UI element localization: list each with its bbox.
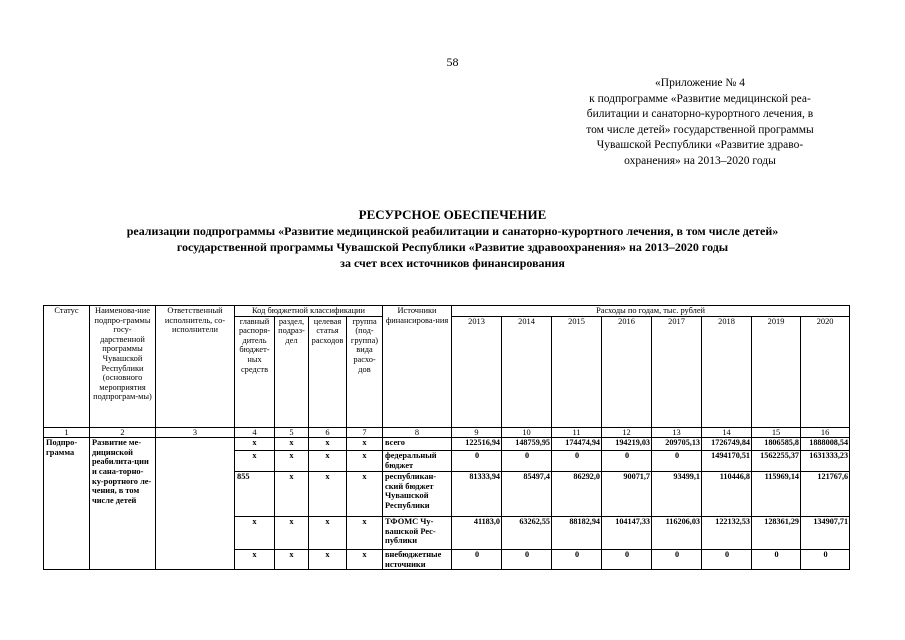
value-cell: 81333,94	[452, 472, 502, 517]
code-cell: х	[235, 517, 275, 550]
resource-table	[43, 305, 850, 570]
value-cell: 128361,29	[752, 517, 801, 550]
value-cell: 1806585,8	[752, 438, 801, 451]
source-cell: всего	[383, 438, 452, 451]
source-cell: федеральный бюджет	[383, 451, 452, 472]
header-row	[44, 306, 850, 317]
value-cell: 0	[702, 550, 752, 570]
value-cell: 0	[552, 550, 602, 570]
code-cell: 855	[235, 472, 275, 517]
value-cell: 134907,71	[801, 517, 850, 550]
value-cell: 1888008,54	[801, 438, 850, 451]
value-cell: 110446,8	[702, 472, 752, 517]
value-cell: 63262,55	[502, 517, 552, 550]
column-number: 5	[275, 427, 309, 438]
column-number: 13	[652, 427, 702, 438]
value-cell: 174474,94	[552, 438, 602, 451]
column-number: 8	[383, 427, 452, 438]
header-expenses-group: Расходы по годам, тыс. рублей	[452, 306, 850, 317]
code-cell: х	[347, 550, 383, 570]
header-year: 2018	[702, 316, 752, 427]
appendix-line: охранения» на 2013–2020 годы	[624, 154, 776, 167]
value-cell: 194219,03	[602, 438, 652, 451]
title-line: реализации подпрограммы «Развитие медицинской реабилитации и санаторно-курортного лечения, в том числе детей»	[126, 224, 779, 238]
column-number: 12	[602, 427, 652, 438]
column-number: 1	[44, 427, 90, 438]
value-cell: 1494170,51	[702, 451, 752, 472]
column-number: 2	[90, 427, 156, 438]
value-cell: 0	[752, 550, 801, 570]
header-status: Статус	[44, 306, 90, 428]
code-cell: х	[309, 550, 347, 570]
value-cell: 122516,94	[452, 438, 502, 451]
appendix-line: Чувашской Республики «Развитие здраво-	[596, 139, 804, 151]
code-cell: х	[309, 438, 347, 451]
value-cell: 0	[452, 451, 502, 472]
value-cell: 0	[552, 451, 602, 472]
header-year: 2019	[752, 316, 801, 427]
column-number: 11	[552, 427, 602, 438]
status-cell: Подпро-грамма	[44, 438, 90, 570]
executor-cell	[156, 438, 235, 570]
value-cell: 41183,0	[452, 517, 502, 550]
value-cell: 0	[652, 550, 702, 570]
header-executor: Ответственный исполнитель, со-исполнители	[156, 306, 235, 428]
document-title	[0, 207, 905, 271]
header-year: 2016	[602, 316, 652, 427]
column-number: 15	[752, 427, 801, 438]
column-number: 6	[309, 427, 347, 438]
code-cell: х	[347, 438, 383, 451]
header-year: 2014	[502, 316, 552, 427]
subprogram-name-cell: Развитие ме-дицинской реабилита-ции и сана-торно-ку-рортного ле-чения, в том числе детей	[90, 438, 156, 570]
value-cell: 86292,0	[552, 472, 602, 517]
code-cell: х	[275, 451, 309, 472]
column-number: 7	[347, 427, 383, 438]
value-cell: 1726749,84	[702, 438, 752, 451]
code-cell: х	[347, 451, 383, 472]
header-year: 2020	[801, 316, 850, 427]
header-bcc-col: раздел, подраз-дел	[275, 316, 309, 427]
code-cell: х	[275, 438, 309, 451]
appendix-line: том числе детей» государственной программы	[586, 123, 814, 136]
value-cell: 85497,4	[502, 472, 552, 517]
value-cell: 93499,1	[652, 472, 702, 517]
code-cell: х	[235, 451, 275, 472]
value-cell: 104147,33	[602, 517, 652, 550]
source-cell: ТФОМС Чу-вашской Рес-публики	[383, 517, 452, 550]
value-cell: 88182,94	[552, 517, 602, 550]
value-cell: 0	[652, 451, 702, 472]
title-line: за счет всех источников финансирования	[340, 256, 565, 270]
value-cell: 122132,53	[702, 517, 752, 550]
value-cell: 0	[452, 550, 502, 570]
code-cell: х	[275, 517, 309, 550]
code-cell: х	[347, 472, 383, 517]
code-cell: х	[347, 517, 383, 550]
value-cell: 1562255,37	[752, 451, 801, 472]
code-cell: х	[309, 472, 347, 517]
code-cell: х	[235, 550, 275, 570]
column-number: 4	[235, 427, 275, 438]
value-cell: 209705,13	[652, 438, 702, 451]
column-number: 9	[452, 427, 502, 438]
appendix-line: «Приложение № 4	[655, 77, 745, 89]
appendix-line: к подпрограмме «Развитие медицинской реа-	[589, 92, 811, 105]
header-name: Наименова-ние подпро-граммы госу-дарственной программы Чувашской Республики (основного мероприятия подпрограм-мы)	[90, 306, 156, 428]
header-bcc-group: Код бюджетной классификации	[235, 306, 383, 317]
value-cell: 1631333,23	[801, 451, 850, 472]
code-cell: х	[309, 517, 347, 550]
header-year: 2013	[452, 316, 502, 427]
value-cell: 148759,95	[502, 438, 552, 451]
code-cell: х	[275, 550, 309, 570]
code-cell: х	[309, 451, 347, 472]
header-year: 2015	[552, 316, 602, 427]
column-numbers-row	[44, 427, 850, 438]
title-line: государственной программы Чувашской Республики «Развитие здравоохранения» на 2013–2020 годы	[176, 240, 729, 254]
value-cell: 115969,14	[752, 472, 801, 517]
column-number: 10	[502, 427, 552, 438]
value-cell: 0	[602, 451, 652, 472]
table-row	[44, 438, 850, 451]
header-year: 2017	[652, 316, 702, 427]
header-bcc-col: целевая статья расходов	[309, 316, 347, 427]
title-heading: РЕСУРСНОЕ ОБЕСПЕЧЕНИЕ	[358, 207, 547, 222]
page-number: 58	[446, 55, 459, 69]
value-cell: 0	[801, 550, 850, 570]
appendix-line: билитации и санаторно-курортного лечения, в	[586, 108, 814, 120]
code-cell: х	[235, 438, 275, 451]
appendix-note	[540, 76, 860, 169]
source-cell: внебюджетные источники	[383, 550, 452, 570]
column-number: 16	[801, 427, 850, 438]
value-cell: 0	[502, 451, 552, 472]
header-sources: Источники финансирова-ния	[383, 306, 452, 428]
code-cell: х	[275, 472, 309, 517]
header-bcc-col: группа (под-группа) вида расхо-дов	[347, 316, 383, 427]
value-cell: 121767,6	[801, 472, 850, 517]
header-bcc-col: главный распоря-дитель бюджет-ных средств	[235, 316, 275, 427]
column-number: 3	[156, 427, 235, 438]
value-cell: 0	[602, 550, 652, 570]
column-number: 14	[702, 427, 752, 438]
source-cell: республикан-ский бюджет Чувашской Республики	[383, 472, 452, 517]
value-cell: 116206,03	[652, 517, 702, 550]
value-cell: 0	[502, 550, 552, 570]
value-cell: 90071,7	[602, 472, 652, 517]
